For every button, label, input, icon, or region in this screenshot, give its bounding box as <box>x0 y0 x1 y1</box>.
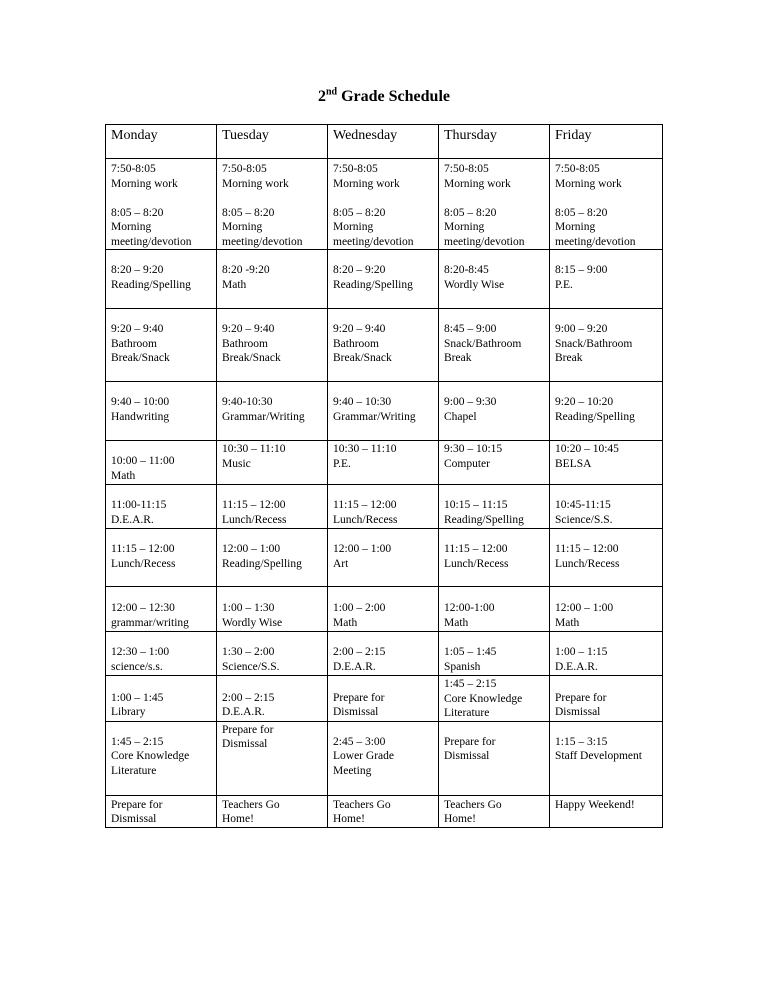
title-number: 2 <box>317 88 326 105</box>
day-header: Monday <box>106 125 217 159</box>
schedule-cell: 12:00 – 1:00 Art <box>328 529 439 587</box>
schedule-cell: 12:00 – 1:00 Reading/Spelling <box>217 529 328 587</box>
schedule-cell: 10:45-11:15 Science/S.S. <box>550 485 663 529</box>
table-row <box>106 529 663 587</box>
schedule-cell: 7:50-8:05 Morning work 8:05 – 8:20 Morning meeting/devotion <box>550 159 663 250</box>
title-text: Grade Schedule <box>341 88 450 105</box>
title-ordinal-suffix: nd <box>325 86 338 98</box>
table-row <box>106 309 663 382</box>
schedule-cell: 1:00 – 1:15 D.E.A.R. <box>550 632 663 676</box>
schedule-cell: 2:00 – 2:15 D.E.A.R. <box>217 676 328 722</box>
schedule-cell: 2:00 – 2:15 D.E.A.R. <box>328 632 439 676</box>
schedule-cell: 9:20 – 9:40 Bathroom Break/Snack <box>328 309 439 382</box>
schedule-cell: Prepare for Dismissal <box>550 676 663 722</box>
schedule-cell: 1:45 – 2:15 Core Knowledge Literature <box>106 721 217 795</box>
schedule-cell: 8:20 -9:20 Math <box>217 250 328 309</box>
schedule-cell: 1:05 – 1:45 Spanish <box>439 632 550 676</box>
schedule-cell: 11:15 – 12:00 Lunch/Recess <box>439 529 550 587</box>
table-row <box>106 382 663 441</box>
schedule-cell: 11:15 – 12:00 Lunch/Recess <box>328 485 439 529</box>
schedule-table <box>105 124 663 828</box>
schedule-cell: 11:15 – 12:00 Lunch/Recess <box>106 529 217 587</box>
table-row <box>106 441 663 485</box>
schedule-cell: Teachers Go Home! <box>439 795 550 827</box>
schedule-cell: 1:00 – 1:30 Wordly Wise <box>217 587 328 632</box>
schedule-cell: 8:20 – 9:20 Reading/Spelling <box>106 250 217 309</box>
page-title <box>0 88 768 106</box>
schedule-cell: 10:15 – 11:15 Reading/Spelling <box>439 485 550 529</box>
schedule-cell: 12:00-1:00 Math <box>439 587 550 632</box>
schedule-cell: 1:15 – 3:15 Staff Development <box>550 721 663 795</box>
schedule-cell: 10:00 – 11:00 Math <box>106 441 217 485</box>
table-row <box>106 587 663 632</box>
schedule-cell: 9:40 – 10:30 Grammar/Writing <box>328 382 439 441</box>
table-row <box>106 721 663 795</box>
table-row <box>106 632 663 676</box>
schedule-cell: 10:30 – 11:10 P.E. <box>328 441 439 485</box>
schedule-cell: 11:00-11:15 D.E.A.R. <box>106 485 217 529</box>
schedule-cell: Teachers Go Home! <box>328 795 439 827</box>
schedule-cell: 7:50-8:05 Morning work 8:05 – 8:20 Morning meeting/devotion <box>217 159 328 250</box>
schedule-cell: Prepare for Dismissal <box>328 676 439 722</box>
schedule-cell: 1:30 – 2:00 Science/S.S. <box>217 632 328 676</box>
schedule-cell: 9:40 – 10:00 Handwriting <box>106 382 217 441</box>
table-row <box>106 795 663 827</box>
table-row <box>106 485 663 529</box>
schedule-cell: Prepare for Dismissal <box>106 795 217 827</box>
day-header: Tuesday <box>217 125 328 159</box>
schedule-cell: 12:00 – 12:30 grammar/writing <box>106 587 217 632</box>
schedule-cell: 9:00 – 9:30 Chapel <box>439 382 550 441</box>
schedule-cell: 12:00 – 1:00 Math <box>550 587 663 632</box>
schedule-cell: 1:00 – 2:00 Math <box>328 587 439 632</box>
schedule-cell: 7:50-8:05 Morning work 8:05 – 8:20 Morning meeting/devotion <box>106 159 217 250</box>
schedule-cell: 10:20 – 10:45 BELSA <box>550 441 663 485</box>
schedule-cell: 11:15 – 12:00 Lunch/Recess <box>217 485 328 529</box>
schedule-cell: 9:20 – 9:40 Bathroom Break/Snack <box>106 309 217 382</box>
schedule-cell: 9:20 – 10:20 Reading/Spelling <box>550 382 663 441</box>
table-row <box>106 676 663 722</box>
schedule-cell: Prepare for Dismissal <box>217 721 328 795</box>
day-header: Wednesday <box>328 125 439 159</box>
schedule-cell: Happy Weekend! <box>550 795 663 827</box>
schedule-cell: 1:45 – 2:15 Core Knowledge Literature <box>439 676 550 722</box>
schedule-cell: 9:30 – 10:15 Computer <box>439 441 550 485</box>
schedule-cell: 2:45 – 3:00 Lower Grade Meeting <box>328 721 439 795</box>
schedule-cell: 8:15 – 9:00 P.E. <box>550 250 663 309</box>
header-row <box>106 125 663 159</box>
schedule-cell: 9:40-10:30 Grammar/Writing <box>217 382 328 441</box>
day-header: Friday <box>550 125 663 159</box>
schedule-cell: 9:20 – 9:40 Bathroom Break/Snack <box>217 309 328 382</box>
schedule-cell: 12:30 – 1:00 science/s.s. <box>106 632 217 676</box>
schedule-cell: 7:50-8:05 Morning work 8:05 – 8:20 Morning meeting/devotion <box>328 159 439 250</box>
table-row <box>106 250 663 309</box>
day-header: Thursday <box>439 125 550 159</box>
schedule-cell: 8:45 – 9:00 Snack/Bathroom Break <box>439 309 550 382</box>
schedule-cell: 10:30 – 11:10 Music <box>217 441 328 485</box>
schedule-cell: 1:00 – 1:45 Library <box>106 676 217 722</box>
schedule-cell: 8:20 – 9:20 Reading/Spelling <box>328 250 439 309</box>
schedule-cell: 9:00 – 9:20 Snack/Bathroom Break <box>550 309 663 382</box>
schedule-cell: Teachers Go Home! <box>217 795 328 827</box>
table-row <box>106 159 663 250</box>
schedule-cell: 7:50-8:05 Morning work 8:05 – 8:20 Morning meeting/devotion <box>439 159 550 250</box>
schedule-cell: Prepare for Dismissal <box>439 721 550 795</box>
schedule-cell: 11:15 – 12:00 Lunch/Recess <box>550 529 663 587</box>
schedule-cell: 8:20-8:45 Wordly Wise <box>439 250 550 309</box>
